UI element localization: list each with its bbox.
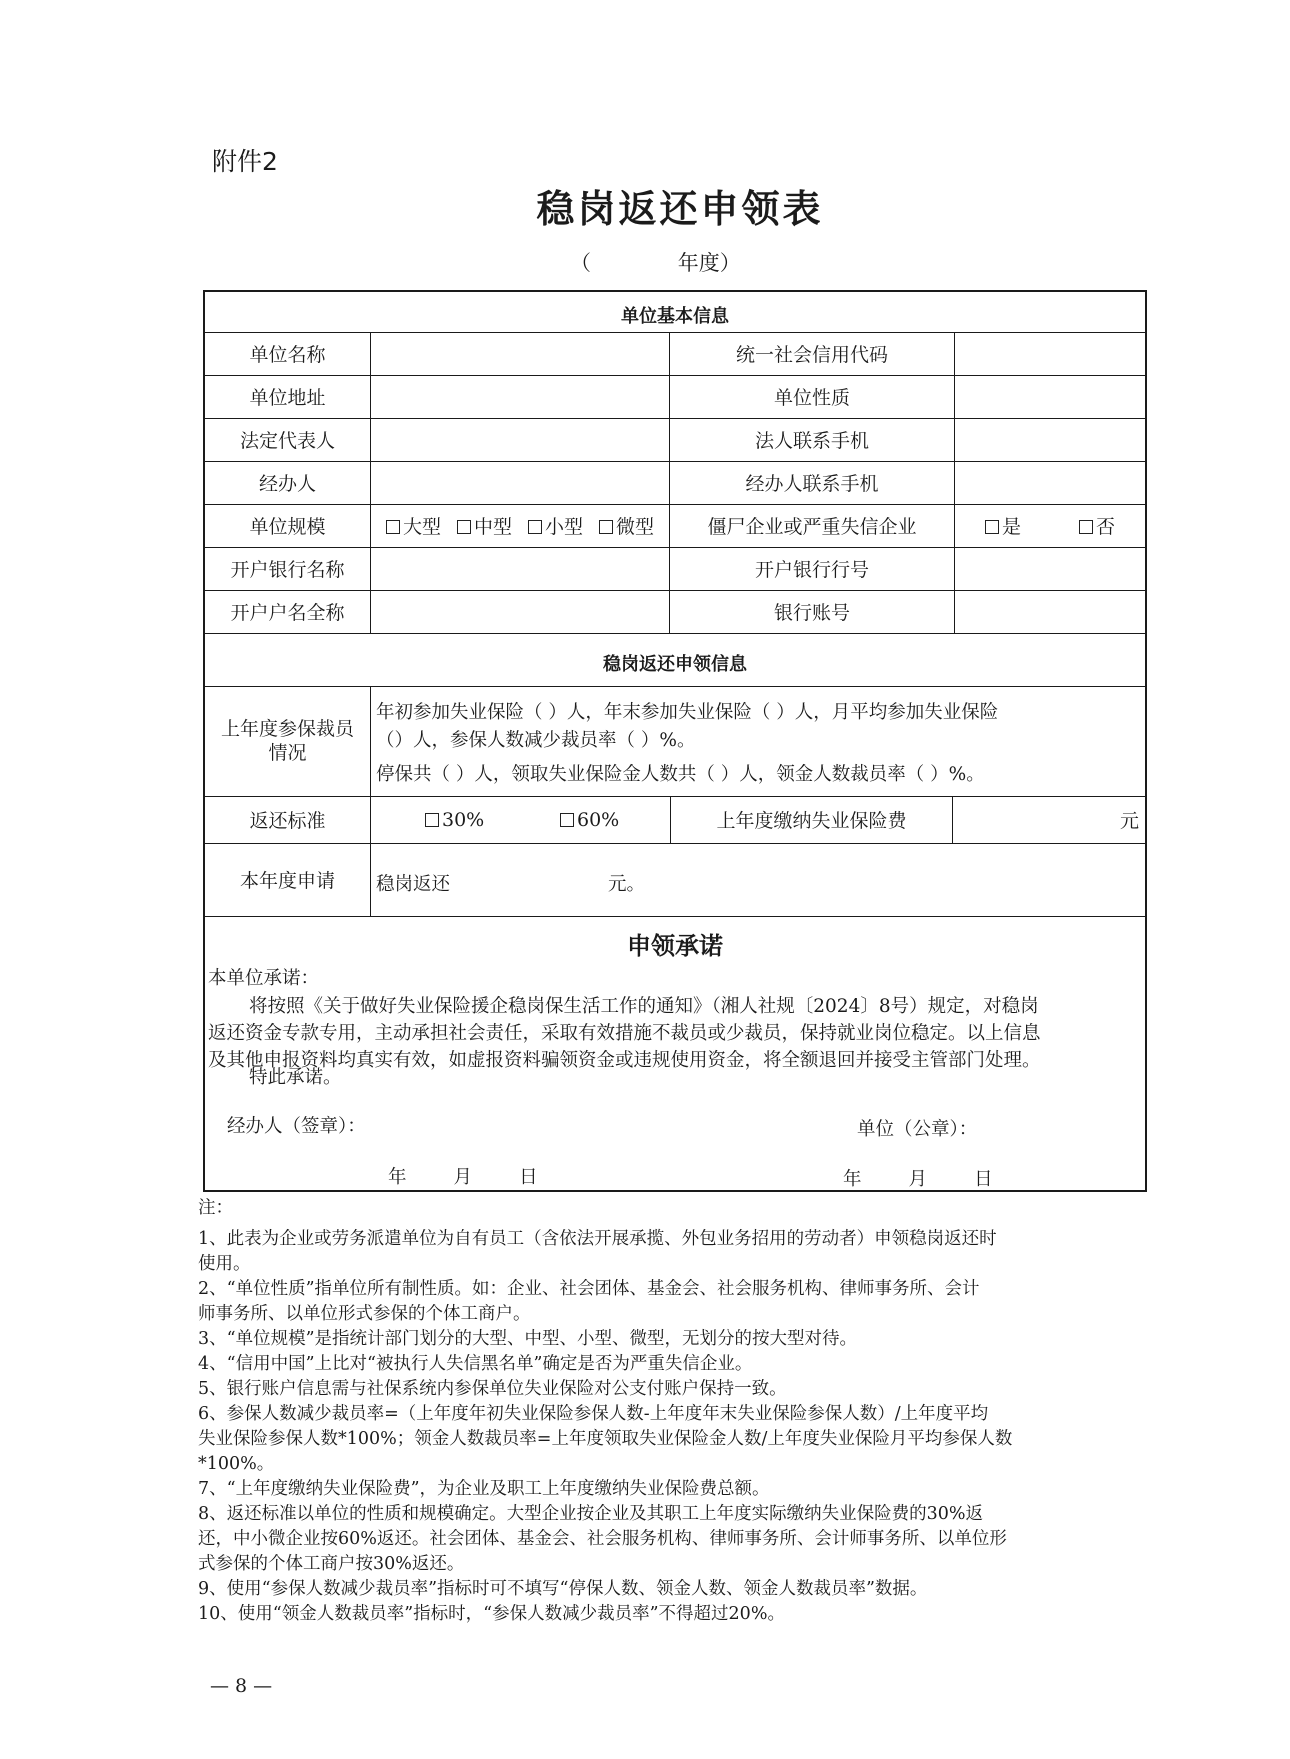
insured-line-2: （）人，参保人数减少裁员率（ ）%。 (376, 730, 696, 751)
label-last-year-premium: 上年度缴纳失业保险费 (716, 810, 907, 832)
field-bank-name[interactable] (371, 547, 669, 590)
note-line: 6、参保人数减少裁员率=（上年度年初失业保险参保人数-上年度年末失业保险参保人数）/上年度平均 (198, 1404, 989, 1424)
label-unit-scale: 单位规模 (249, 516, 326, 538)
label-handler: 经办人 (258, 473, 316, 495)
page-number: — 8 — (210, 1675, 273, 1697)
unit-scale-options (371, 504, 669, 547)
checkbox-icon (560, 813, 574, 827)
note-line: 还，中小微企业按60%返还。社会团体、基金会、社会服务机构、律师事务所、会计师事务所、以单位形 (198, 1529, 1007, 1549)
field-last-year-premium[interactable]: 元 (1119, 810, 1139, 832)
insured-line-1: 年初参加失业保险（ ）人，年末参加失业保险（ ）人，月平均参加失业保险 (376, 702, 999, 723)
note-line: 5、银行账户信息需与社保系统内参保单位失业保险对公支付账户保持一致。 (198, 1379, 787, 1399)
checkbox-large[interactable]: 大型 (386, 512, 441, 539)
checkbox-icon (457, 520, 471, 534)
notes-title: 注： (198, 1198, 233, 1218)
field-unit-address[interactable] (371, 375, 669, 418)
attachment-label: 附件2 (212, 147, 278, 176)
note-line: 3、“单位规模”是指统计部门划分的大型、中型、小型、微型，无划分的按大型对待。 (198, 1329, 858, 1349)
checkbox-icon (386, 520, 400, 534)
note-line: 师事务所、以单位形式参保的个体工商户。 (198, 1304, 531, 1324)
note-line: 10、使用“领金人数裁员率”指标时，“参保人数减少裁员率”不得超过20%。 (198, 1604, 785, 1624)
checkbox-no[interactable]: 否 (1079, 512, 1115, 539)
note-line: 使用。 (198, 1254, 251, 1274)
field-account-name[interactable] (371, 590, 669, 633)
note-line: *100%。 (198, 1454, 275, 1474)
checkbox-small[interactable]: 小型 (528, 512, 583, 539)
checkbox-icon (985, 520, 999, 534)
unit-date: 年 月 日 (843, 1169, 993, 1190)
checkbox-30[interactable]: 30% (425, 796, 525, 843)
label-handler-phone: 经办人联系手机 (745, 473, 879, 495)
pledge-title: 申领承诺 (627, 931, 723, 960)
form-title: 稳岗返还申领表 (536, 186, 824, 231)
label-legal-rep: 法定代表人 (239, 430, 335, 452)
field-unit-nature[interactable] (955, 375, 1145, 418)
checkbox-icon (1079, 520, 1093, 534)
field-handler[interactable] (371, 461, 669, 504)
section-application-info-title: 稳岗返还申领信息 (603, 654, 747, 675)
note-line: 1、此表为企业或劳务派遣单位为自有员工（含依法开展承揽、外包业务招用的劳动者）申领稳岗返还时 (198, 1229, 997, 1249)
note-line: 式参保的个体工商户按30%返还。 (198, 1554, 465, 1574)
label-this-year-apply: 本年度申请 (239, 870, 335, 892)
label-bank-name: 开户银行名称 (230, 559, 345, 581)
notes (198, 1196, 1138, 1627)
checkbox-60[interactable]: 60% (560, 796, 660, 843)
apply-unit: 元。 (608, 874, 646, 895)
field-legal-rep-phone[interactable] (955, 418, 1145, 461)
note-line: 2、“单位性质”指单位所有制性质。如：企业、社会团体、基金会、社会服务机构、律师事务所、会计 (198, 1279, 980, 1299)
label-bank-code: 开户银行行号 (754, 559, 869, 581)
label-account-number: 银行账号 (773, 602, 850, 624)
handler-date: 年 月 日 (388, 1167, 538, 1188)
field-handler-phone[interactable] (955, 461, 1145, 504)
checkbox-micro[interactable]: 微型 (599, 512, 654, 539)
pledge-line-4: 特此承诺。 (249, 1067, 342, 1088)
label-unit-address: 单位地址 (249, 387, 326, 409)
label-unit-name: 单位名称 (249, 344, 326, 366)
field-credit-code[interactable] (955, 332, 1145, 375)
note-line: 9、使用“参保人数减少裁员率”指标时可不填写“停保人数、领金人数、领金人数裁员率”数据。 (198, 1579, 928, 1599)
field-account-number[interactable] (955, 590, 1145, 633)
insured-line-3: 停保共（ ）人，领取失业保险金人数共（ ）人，领金人数裁员率（ ）%。 (376, 764, 985, 785)
pledge-line-3: 及其他申报资料均真实有效，如虚报资料骗领资金或违规使用资金，将全额退回并接受主管部门处理。 (208, 1050, 1041, 1071)
pledge-line-1: 将按照《关于做好失业保险援企稳岗保生活工作的通知》（湘人社规〔2024〕8号）规定，对稳岗 (249, 996, 1039, 1017)
handler-signature: 经办人（签章）： (227, 1116, 366, 1137)
checkbox-icon (599, 520, 613, 534)
label-unit-nature: 单位性质 (773, 387, 850, 409)
note-line: 4、“信用中国”上比对“被执行人失信黑名单”确定是否为严重失信企业。 (198, 1354, 753, 1374)
zombie-options (955, 504, 1145, 547)
note-line: 8、返还标准以单位的性质和规模确定。大型企业按企业及其职工上年度实际缴纳失业保险费的30%返 (198, 1504, 984, 1524)
note-line: 失业保险参保人数*100%；领金人数裁员率=上年度领取失业保险金人数/上年度失业保险月平均参保人数 (198, 1429, 1013, 1449)
label-insured-layoff: 上年度参保裁员 情况 (220, 718, 354, 764)
checkbox-yes[interactable]: 是 (985, 512, 1021, 539)
checkbox-medium[interactable]: 中型 (457, 512, 512, 539)
label-zombie-enterprise: 僵尸企业或严重失信企业 (707, 516, 917, 538)
unit-seal: 单位（公章）： (857, 1119, 978, 1140)
label-return-standard: 返还标准 (249, 810, 326, 832)
note-line: 7、“上年度缴纳失业保险费”，为企业及职工上年度缴纳失业保险费总额。 (198, 1479, 770, 1499)
label-legal-rep-phone: 法人联系手机 (754, 430, 869, 452)
field-legal-rep[interactable] (371, 418, 669, 461)
field-bank-code[interactable] (955, 547, 1145, 590)
apply-text: 稳岗返还 (376, 874, 451, 895)
pledge-intro: 本单位承诺： (208, 968, 320, 989)
checkbox-icon (528, 520, 542, 534)
label-credit-code: 统一社会信用代码 (735, 344, 888, 366)
label-account-name: 开户户名全称 (230, 602, 345, 624)
checkbox-icon (425, 813, 439, 827)
field-unit-name[interactable] (371, 332, 669, 375)
year-line: （ 年度） (570, 251, 741, 275)
pledge-line-2: 返还资金专款专用，主动承担社会责任，采取有效措施不裁员或少裁员，保持就业岗位稳定。以上信息 (208, 1023, 1041, 1044)
application-form (203, 290, 1147, 1192)
section-basic-info-title: 单位基本信息 (621, 306, 729, 327)
